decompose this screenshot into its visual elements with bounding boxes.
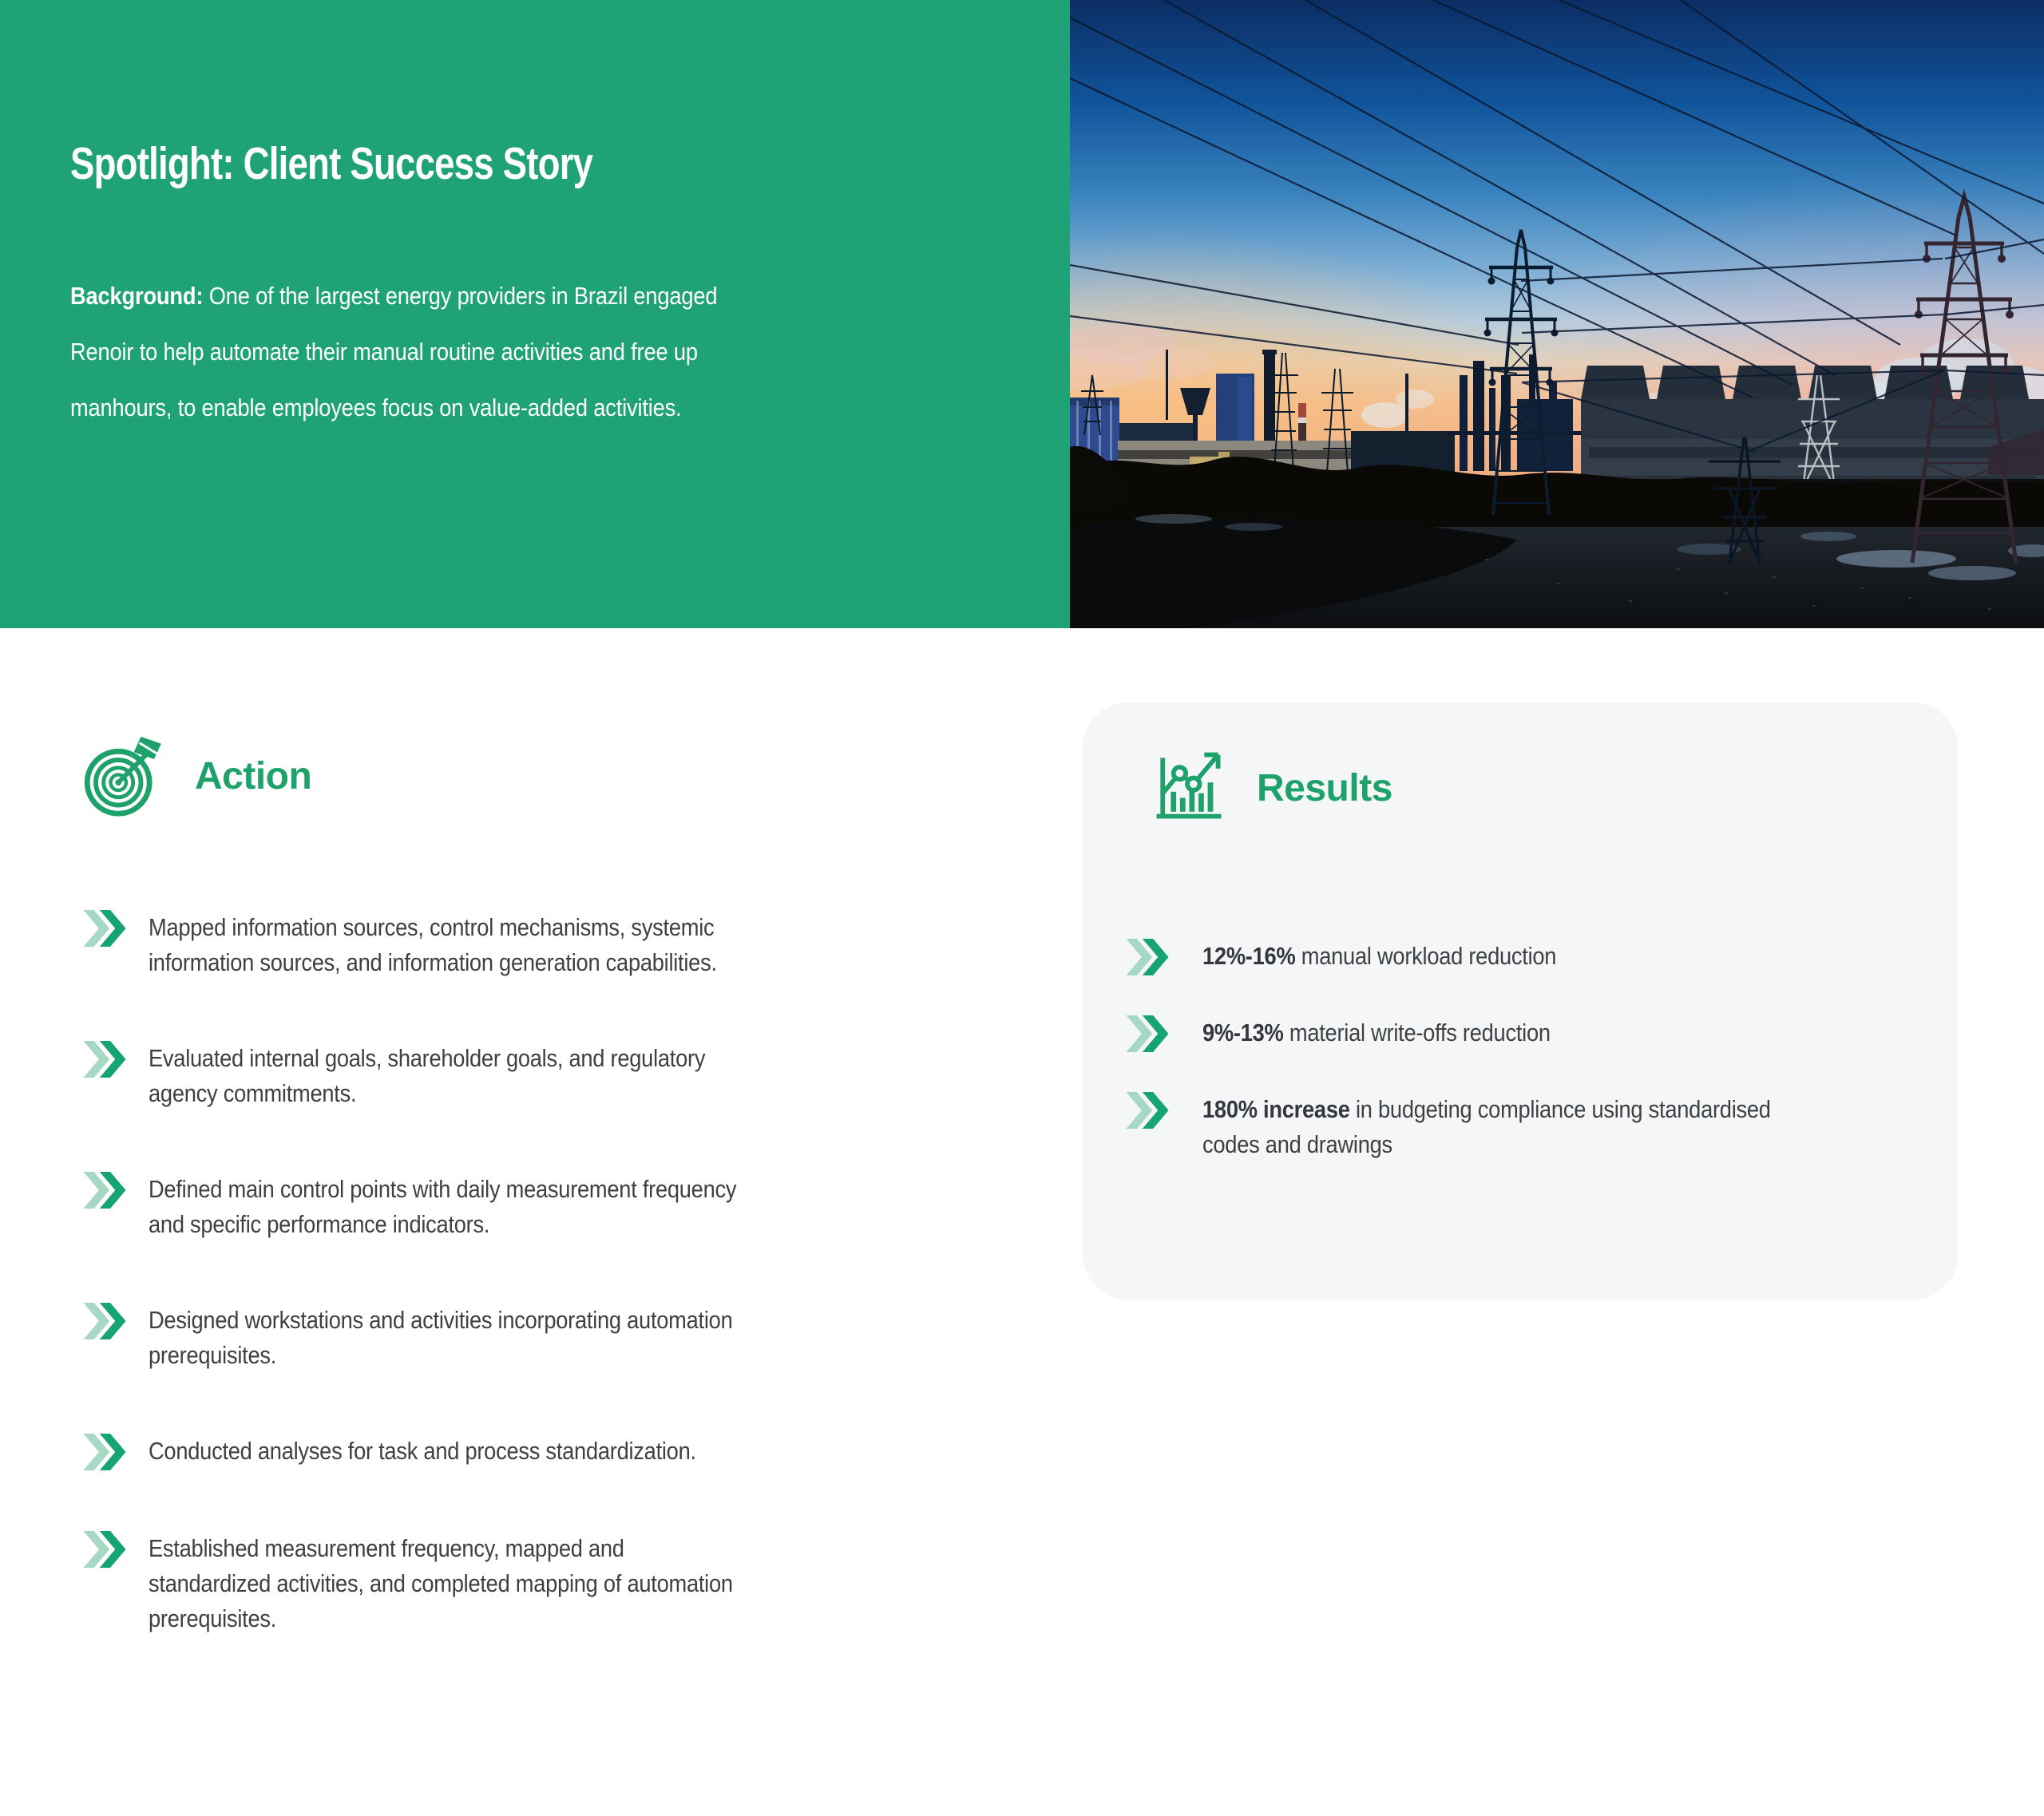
results-item-text: 180% increase in budgeting compliance using standardised codes and drawings [1202,1095,1771,1158]
double-chevron-icon [83,1041,126,1078]
double-chevron-icon [1126,939,1169,975]
background-paragraph [70,268,723,436]
industrial-photo-illustration [1070,0,2044,628]
results-item-text: 9%-13% material write-offs reduction [1202,1019,1551,1046]
action-item-text: Designed workstations and activities incorporating automation prerequisites. [149,1306,733,1369]
action-item [83,910,889,980]
results-item-text: 12%-16% manual workload reduction [1202,942,1557,970]
double-chevron-icon [83,1434,126,1470]
action-item-text: Conducted analyses for task and process standardization. [149,1437,696,1465]
action-list [83,910,889,1697]
results-item [1126,1092,1908,1162]
hero-panel [0,0,1070,628]
results-list [1126,939,1908,1202]
action-item-text: Evaluated internal goals, shareholder goals, and regulatory agency commitments. [149,1044,706,1107]
action-item [83,1172,889,1242]
action-item [83,1303,889,1373]
results-item-value: 180% increase [1202,1095,1350,1123]
double-chevron-icon [1126,1015,1169,1052]
double-chevron-icon [83,1531,126,1568]
results-item [1126,939,1908,975]
action-item-text: Defined main control points with daily measurement frequency and specific performance indicators. [149,1175,737,1238]
industrial-photo [1070,0,2044,628]
results-header [1148,746,1392,830]
action-header [81,731,311,821]
background-text: One of the largest energy providers in Brazil engaged Renoir to help automate their manual routine activities and free up manhours, to enable employees focus on value-added activities. [70,282,718,421]
action-item [83,1041,889,1111]
results-card [1083,702,1958,1300]
target-icon [81,731,168,821]
action-item [83,1531,889,1636]
double-chevron-icon [83,1172,126,1209]
results-item-value: 9%-13% [1202,1019,1284,1046]
results-heading: Results [1257,766,1392,809]
action-item-text: Established measurement frequency, mapped and standardized activities, and completed mapping of automation prerequisites. [149,1534,733,1632]
page-title: Spotlight: Client Success Story [70,138,593,189]
double-chevron-icon [83,1303,126,1339]
action-item-text: Mapped information sources, control mechanisms, systemic information sources, and information generation capabilities. [149,913,717,976]
chart-growth-icon [1148,746,1230,830]
double-chevron-icon [83,910,126,947]
results-item [1126,1015,1908,1052]
action-heading: Action [195,754,312,797]
background-label: Background: [70,282,204,310]
double-chevron-icon [1126,1092,1169,1129]
action-item [83,1434,889,1470]
results-item-value: 12%-16% [1202,942,1296,970]
